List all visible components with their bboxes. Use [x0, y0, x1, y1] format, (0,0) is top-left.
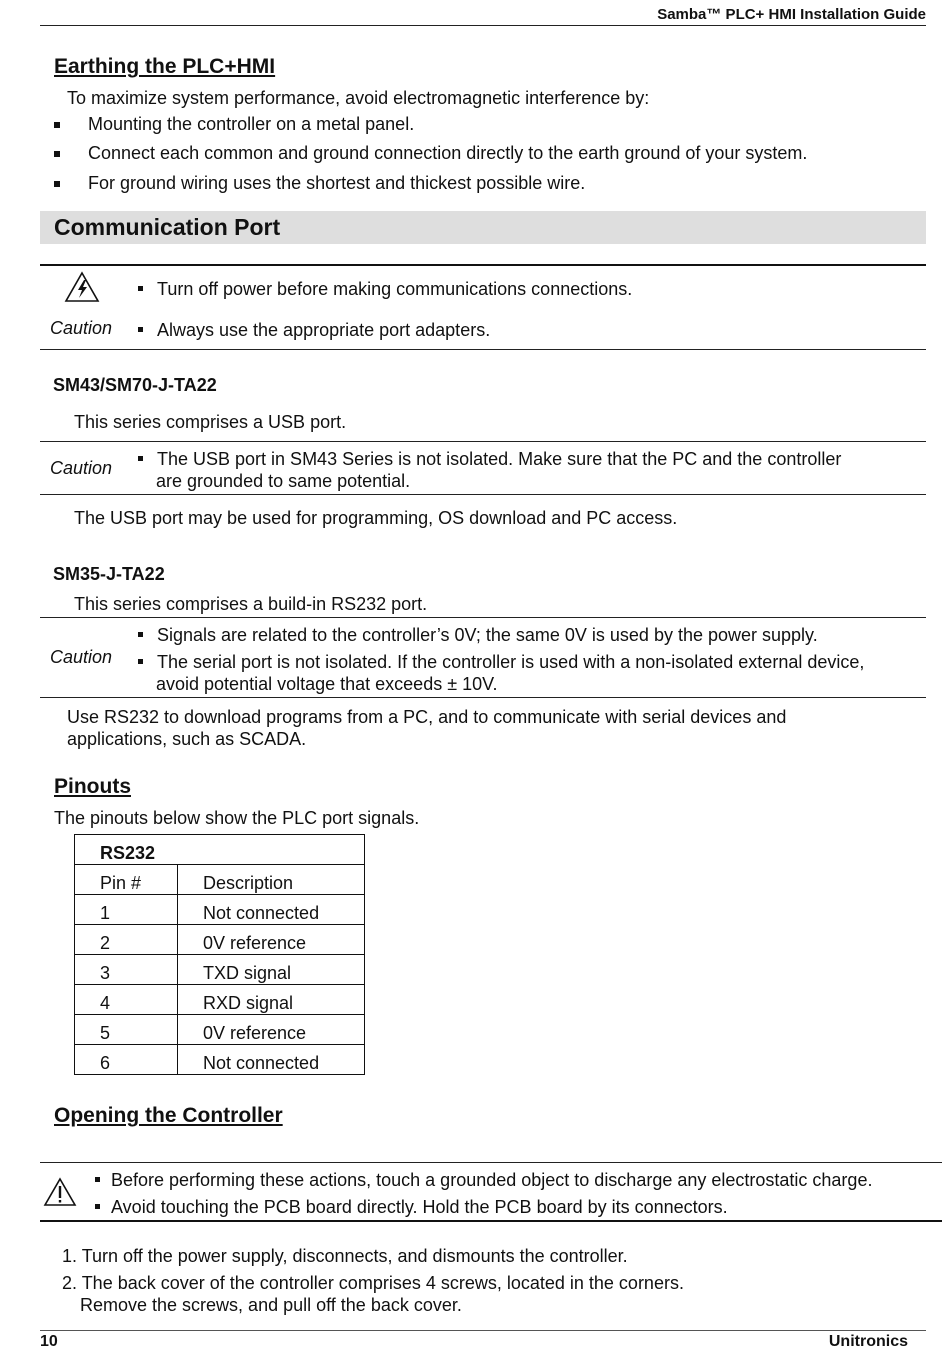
- sm43-intro: This series comprises a USB port.: [74, 412, 347, 432]
- pin-description: Not connected: [178, 1045, 365, 1075]
- electric-shock-icon: [64, 271, 100, 308]
- caution-label: Caution: [50, 318, 113, 338]
- pin-description: 0V reference: [178, 1015, 365, 1045]
- caution-item-continued: avoid potential voltage that exceeds ± 10V.: [156, 674, 498, 694]
- pinouts-intro: The pinouts below show the PLC port signals.: [54, 808, 420, 828]
- sm43-title: SM43/SM70-J-TA22: [53, 375, 217, 395]
- pinouts-title: Pinouts: [54, 775, 131, 798]
- caution-top-rule: [40, 264, 926, 266]
- step-1: 1. Turn off the power supply, disconnects, and dismounts the controller.: [62, 1246, 628, 1266]
- table-row: [75, 955, 365, 985]
- table-row: [75, 895, 365, 925]
- table-row: [75, 985, 365, 1015]
- sm35-after-line1: Use RS232 to download programs from a PC, and to communicate with serial devices and: [67, 707, 787, 727]
- table-header-row: [75, 865, 365, 895]
- pin-description: RXD signal: [178, 985, 365, 1015]
- warning-bottom-rule: [40, 1220, 942, 1222]
- footer-brand: Unitronics: [828, 1333, 908, 1350]
- table-title: RS232: [75, 835, 365, 865]
- comm-title: Communication Port: [54, 214, 281, 240]
- step-2: 2. The back cover of the controller comprises 4 screws, located in the corners.: [62, 1273, 684, 1293]
- caution-item-continued: are grounded to same potential.: [156, 471, 411, 491]
- column-header-pin: Pin #: [75, 865, 178, 895]
- opening-title: Opening the Controller: [54, 1104, 283, 1127]
- sm43-after: The USB port may be used for programming, OS download and PC access.: [74, 508, 678, 528]
- pin-number: 1: [75, 895, 178, 925]
- caution-bottom-rule: [40, 697, 926, 698]
- caution-label: Caution: [50, 458, 113, 478]
- pin-description: TXD signal: [178, 955, 365, 985]
- pin-number: 4: [75, 985, 178, 1015]
- sm35-title: SM35-J-TA22: [53, 564, 165, 584]
- pin-description: 0V reference: [178, 925, 365, 955]
- earthing-title: Earthing the PLC+HMI: [54, 55, 276, 78]
- earthing-intro: To maximize system performance, avoid electromagnetic interference by:: [67, 88, 650, 108]
- table-row: [75, 1015, 365, 1045]
- step-2-continued: Remove the screws, and pull off the back cover.: [80, 1295, 462, 1315]
- running-header: Samba™ PLC+ HMI Installation Guide: [657, 6, 926, 23]
- sm35-intro: This series comprises a build-in RS232 port.: [74, 594, 428, 614]
- table-row: [75, 925, 365, 955]
- caution-bottom-rule: [40, 494, 926, 495]
- caution-top-rule: [40, 441, 926, 442]
- pin-number: 3: [75, 955, 178, 985]
- header-rule: [40, 25, 926, 26]
- caution-label: Caution: [50, 647, 113, 667]
- table-title-row: [75, 835, 365, 865]
- warning-top-rule: [40, 1162, 942, 1163]
- pin-number: 2: [75, 925, 178, 955]
- caution-top-rule: [40, 617, 926, 618]
- pin-number: 6: [75, 1045, 178, 1075]
- warning-triangle-icon: [43, 1177, 77, 1212]
- pin-number: 5: [75, 1015, 178, 1045]
- page-number: 10: [40, 1333, 58, 1350]
- caution-bottom-rule: [40, 349, 926, 350]
- pin-description: Not connected: [178, 895, 365, 925]
- pinout-table: [74, 834, 365, 1075]
- table-row: [75, 1045, 365, 1075]
- column-header-description: Description: [178, 865, 365, 895]
- footer-rule: [40, 1330, 926, 1331]
- sm35-after-line2: applications, such as SCADA.: [67, 729, 307, 749]
